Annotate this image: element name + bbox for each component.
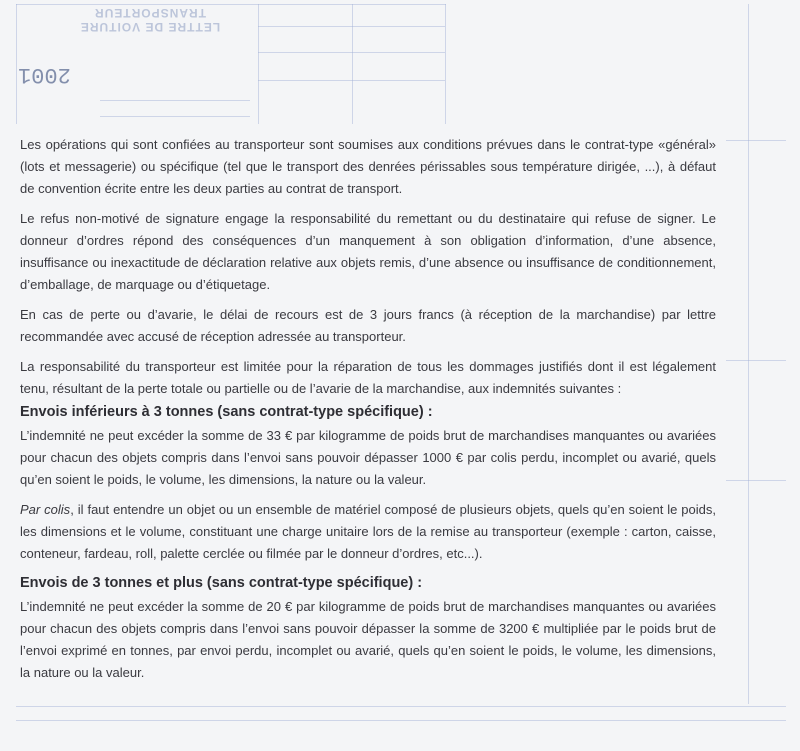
conditions-text xyxy=(20,134,716,692)
ghost-row-5 xyxy=(100,116,250,117)
ghost-form-number: 2001 xyxy=(18,62,71,87)
ghost-row-3 xyxy=(258,80,445,81)
par-colis-term: Par colis xyxy=(20,502,71,517)
ghost-bottom-line xyxy=(16,706,786,707)
ghost-side-box-3 xyxy=(726,480,786,481)
ghost-frame-left xyxy=(16,4,17,124)
ghost-bottom-line-2 xyxy=(16,720,786,721)
ghost-right-frame xyxy=(748,4,749,704)
paragraph-under-3-tonnes: L’indemnité ne peut excéder la somme de 33 € par kilogramme de poids brut de marchandises manquantes ou avariées pour chacun des objets compris dans l’envoi sans pouvoir dépasser 1000 € par colis perdu, incomplet ou avarié, quels qu’en soient le poids, le volume, les dimensions, la nature ou la valeur. xyxy=(20,428,716,487)
ghost-form-title: LETTRE DE VOITURE TRANSPORTEUR xyxy=(79,6,221,34)
par-colis-definition: , il faut entendre un objet ou un ensemble de matériel composé de plusieurs objets, quels qu’en soient le poids, les dimensions et le volume, constituant une charge unitaire lors de la remise au transporteur (exemple : carton, caisse, conteneur, fardeau, roll, palette cerclée ou filmée par le donneur d’ordres, etc...). xyxy=(20,502,716,561)
ghost-frame-mid2 xyxy=(352,4,353,124)
paragraph-liability-limit: La responsabilité du transporteur est limitée pour la réparation de tous les dommages justifiés dont il est légalement tenu, résultant de la perte totale ou partielle ou de l’avarie de la marchandise, aux indemnités suivantes : xyxy=(20,359,716,396)
paragraph-3-tonnes-plus: L’indemnité ne peut excéder la somme de 20 € par kilogramme de poids brut de marchandises manquantes ou avariées pour chacun des objets compris dans l’envoi sans pouvoir dépasser la somme de 3200 € multipliée par le poids brut de l’envoi exprimé en tonnes, par envoi perdu, incomplet ou avarié, quels qu’en soient le poids, le volume, les dimensions, la nature ou la valeur. xyxy=(20,599,716,680)
paragraph-par-colis xyxy=(20,499,716,565)
heading-under-3-tonnes: Envois inférieurs à 3 tonnes (sans contrat-type spécifique) : xyxy=(20,404,433,420)
ghost-row-1 xyxy=(258,26,445,27)
heading-3-tonnes-plus: Envois de 3 tonnes et plus (sans contrat-type spécifique) : xyxy=(20,575,423,591)
paragraph-signature-refusal: Le refus non-motivé de signature engage la responsabilité du remettant ou du destinataire qui refuse de signer. Le donneur d’ordres répond des conséquences d’un manquement à son obligation d’information, d’une absence, insuffisance ou inexactitude de déclaration relative aux objets remis, d’une absence ou insuffisance de conditionnement, d’emballage, de marquage ou d’étiquetage. xyxy=(20,211,716,292)
paragraph-contract-types: Les opérations qui sont confiées au transporteur sont soumises aux conditions prévues dans le contrat-type «général» (lots et messagerie) ou spécifique (tel que le transport des denrées périssables sous température dirigée, ...), à défaut de convention écrite entre les deux parties au contrat de transport. xyxy=(20,137,716,196)
ghost-side-box-2 xyxy=(726,360,786,361)
ghost-frame-top xyxy=(16,4,446,5)
ghost-row-4 xyxy=(100,100,250,101)
ghost-row-2 xyxy=(258,52,445,53)
paragraph-loss-damage-delay: En cas de perte ou d’avarie, le délai de recours est de 3 jours francs (à réception de la marchandise) par lettre recommandée avec accusé de réception adressée au transporteur. xyxy=(20,307,716,344)
ghost-side-box xyxy=(726,140,786,141)
ghost-frame-mid3 xyxy=(445,4,446,124)
